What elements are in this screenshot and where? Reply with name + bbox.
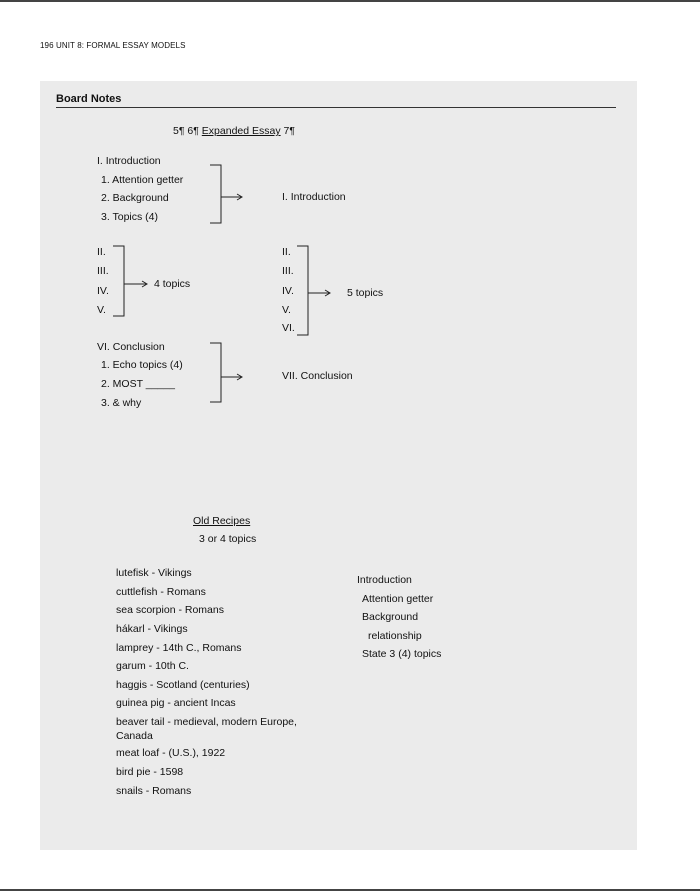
left-concl-2: 2. MOST _____ [101, 378, 175, 390]
recipe-item: haggis - Scotland (centuries) [116, 679, 250, 691]
left-concl-0: VI. Conclusion [97, 341, 165, 353]
recipes-subtitle: 3 or 4 topics [199, 533, 257, 545]
recipe-item: lamprey - 14th C., Romans [116, 642, 242, 654]
recipe-item: lutefisk - Vikings [116, 567, 192, 579]
right-concl: VII. Conclusion [282, 370, 353, 382]
bottom-border [0, 889, 700, 891]
left-intro-3: 3. Topics (4) [101, 211, 158, 223]
recipe-item: guinea pig - ancient Incas [116, 697, 236, 709]
recipe-item: garum - 10th C. [116, 660, 189, 672]
recipe-item: bird pie - 1598 [116, 766, 184, 778]
left-concl-1: 1. Echo topics (4) [101, 359, 183, 371]
recipe-item: cuttlefish - Romans [116, 586, 206, 598]
left-body-label: 4 topics [154, 278, 191, 290]
left-concl-3: 3. & why [101, 397, 142, 409]
concl-bracket [210, 343, 221, 402]
left-body-0: II. [97, 246, 106, 258]
outline-item: Attention getter [362, 593, 434, 605]
left-body-3: V. [97, 304, 106, 316]
right-body-label: 5 topics [347, 287, 384, 299]
right-body-1: III. [282, 265, 294, 277]
left-intro-0: I. Introduction [97, 155, 161, 167]
right-body-0: II. [282, 246, 291, 258]
recipe-item: snails - Romans [116, 785, 192, 797]
outline-item: State 3 (4) topics [362, 648, 442, 660]
page-header: 196 UNIT 8: FORMAL ESSAY MODELS [40, 41, 186, 50]
right-body-bracket [297, 246, 308, 335]
recipe-item: beaver tail - medieval, modern Europe, Canada [116, 716, 297, 742]
right-body-3: V. [282, 304, 291, 316]
outline-item: Background [362, 611, 419, 623]
left-intro-1: 1. Attention getter [101, 174, 184, 186]
right-intro: I. Introduction [282, 191, 346, 203]
recipe-item: hákarl - Vikings [116, 623, 188, 635]
outline-item: Introduction [357, 574, 412, 586]
board-notes-title: Board Notes [56, 93, 122, 105]
left-body-1: III. [97, 265, 109, 277]
recipes-title: Old Recipes [193, 515, 251, 527]
left-body-arrow [124, 281, 147, 287]
intro-bracket [210, 165, 221, 223]
left-intro-2: 2. Background [101, 192, 169, 204]
recipe-item: sea scorpion - Romans [116, 604, 224, 616]
left-body-2: IV. [97, 285, 109, 297]
right-body-arrow [308, 290, 330, 296]
concl-arrow [221, 374, 242, 380]
expanded-essay-label: Expanded Essay [201, 125, 281, 137]
outline-item: relationship [368, 630, 422, 642]
right-body-4: VI. [282, 322, 295, 334]
intro-arrow [221, 194, 242, 200]
right-body-2: IV. [282, 285, 294, 297]
essay-prefix: 5¶ 6¶ [173, 125, 202, 137]
left-body-bracket [113, 246, 124, 316]
recipe-item: meat loaf - (U.S.), 1922 [116, 747, 226, 759]
essay-suffix: 7¶ [280, 125, 296, 137]
